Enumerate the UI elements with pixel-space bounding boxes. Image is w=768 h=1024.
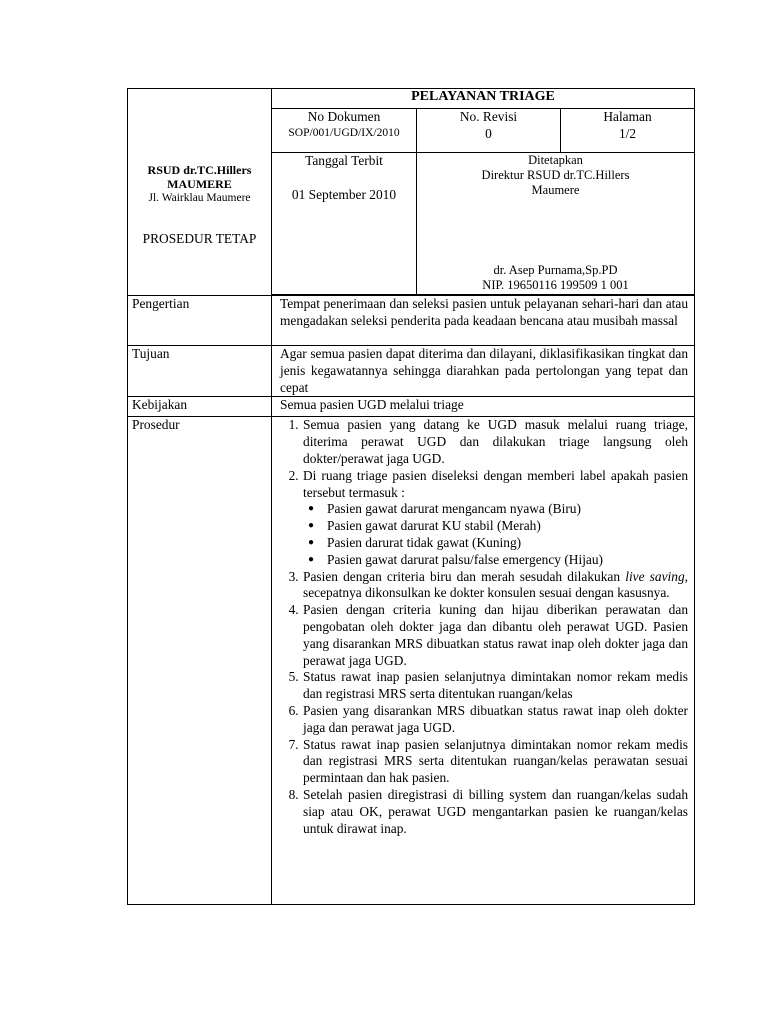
- no-revisi-cell: [417, 109, 561, 153]
- tujuan-label: Tujuan: [128, 346, 272, 397]
- list-item: [302, 737, 688, 787]
- list-item: ● Pasien gawat darurat mengancam nyawa (Biru): [326, 501, 688, 518]
- no-dokumen-label: No Dokumen: [307, 109, 381, 124]
- organization-address: Jl. Wairklau Maumere: [148, 192, 251, 204]
- halaman-label: Halaman: [603, 109, 652, 124]
- tujuan-text: Agar semua pasien dapat diterima dan dilayani, diklasifikasikan tingkat dan jenis kegawatannya sehingga diarahkan pada pertolongan yang tepat dan cepat: [272, 346, 695, 397]
- no-revisi-label: No. Revisi: [459, 109, 518, 124]
- prosedur-steps: [272, 417, 694, 837]
- step-text: , secepatnya dikonsulkan ke dokter konsulen sesuai dengan kasusnya.: [303, 568, 689, 601]
- step-text: Status rawat inap pasien selanjutnya dimintakan nomor rekam medis dan registrasi MRS serta ditentukan ruangan/kelas: [303, 669, 689, 702]
- list-item: [302, 703, 688, 737]
- step-italic-text: live saving: [625, 568, 685, 584]
- pengertian-label: Pengertian: [128, 296, 272, 346]
- organization-cell: [128, 89, 272, 296]
- prosedur-cell: [272, 417, 695, 905]
- ditetapkan-cell: [417, 153, 695, 295]
- ditetapkan-label: Ditetapkan: [528, 153, 583, 167]
- list-item: [302, 417, 688, 467]
- list-item: ● Pasien darurat tidak gawat (Kuning): [326, 535, 688, 552]
- prosedur-label: Prosedur: [128, 417, 272, 905]
- sop-table: [127, 88, 695, 905]
- tanggal-terbit-value: 01 September 2010: [291, 186, 397, 202]
- list-item: [302, 669, 688, 703]
- list-item: [302, 569, 688, 603]
- no-dokumen-value: SOP/001/UGD/IX/2010: [288, 126, 400, 139]
- kebijakan-text: Semua pasien UGD melalui triage: [272, 397, 695, 417]
- step-text: Pasien yang disarankan MRS dibuatkan status rawat inap oleh dokter jaga dan perawat jaga UGD.: [303, 702, 689, 735]
- list-item: [302, 602, 688, 669]
- step-text: Di ruang triage pasien diseleksi dengan memberi label apakah pasien tersebut termasuk :: [303, 467, 689, 500]
- no-revisi-value: 0: [485, 125, 492, 141]
- document-title: PELAYANAN TRIAGE: [272, 89, 695, 109]
- ditetapkan-by: Direktur RSUD dr.TC.Hillers Maumere: [481, 168, 630, 197]
- no-dokumen-cell: [272, 109, 417, 153]
- tanggal-terbit-cell: [272, 153, 417, 295]
- list-item: [302, 468, 688, 569]
- signer-name: dr. Asep Purnama,Sp.PD: [493, 263, 618, 277]
- signer-nip: NIP. 19650116 199509 1 001: [482, 278, 629, 292]
- list-item: [302, 787, 688, 837]
- halaman-value: 1/2: [618, 125, 637, 141]
- organization-name: RSUD dr.TC.Hillers MAUMERE: [147, 163, 252, 191]
- list-item: ● Pasien gawat darurat KU stabil (Merah): [326, 518, 688, 535]
- step-text: Pasien dengan criteria biru dan merah sesudah dilakukan: [303, 568, 626, 584]
- step-text: Pasien dengan criteria kuning dan hijau diberikan perawatan dan pengobatan oleh dokter jaga dan dibantu oleh perawat UGD. Pasien yang disarankan MRS dibuatkan status rawat inap oleh dokter jaga dan perawat jaga UGD.: [303, 602, 689, 668]
- halaman-cell: [561, 109, 695, 153]
- document-type: PROSEDUR TETAP: [142, 231, 257, 246]
- triage-label-list: [303, 501, 688, 568]
- kebijakan-label: Kebijakan: [128, 397, 272, 417]
- list-item: ● Pasien gawat darurat palsu/false emergency (Hijau): [326, 552, 688, 569]
- step-text: Status rawat inap pasien selanjutnya dimintakan nomor rekam medis dan registrasi MRS serta ditentukan ruangan/kelas perawatan sesuai permintaan dan hak pasien.: [303, 736, 689, 786]
- step-text: Setelah pasien diregistrasi di billing system dan ruangan/kelas sudah siap atau OK, perawat UGD mengantarkan pasien ke ruangan/kelas untuk dirawat inap.: [303, 786, 689, 836]
- pengertian-text: Tempat penerimaan dan seleksi pasien untuk pelayanan sehari-hari dan atau mengadakan seleksi penderita pada keadaan bencana atau musibah massal: [272, 296, 695, 346]
- tanggal-terbit-label: Tanggal Terbit: [305, 153, 383, 168]
- step-text: Semua pasien yang datang ke UGD masuk melalui ruang triage, diterima perawat UGD dan dilakukan triage langsung oleh dokter/perawat jaga UGD.: [303, 417, 689, 466]
